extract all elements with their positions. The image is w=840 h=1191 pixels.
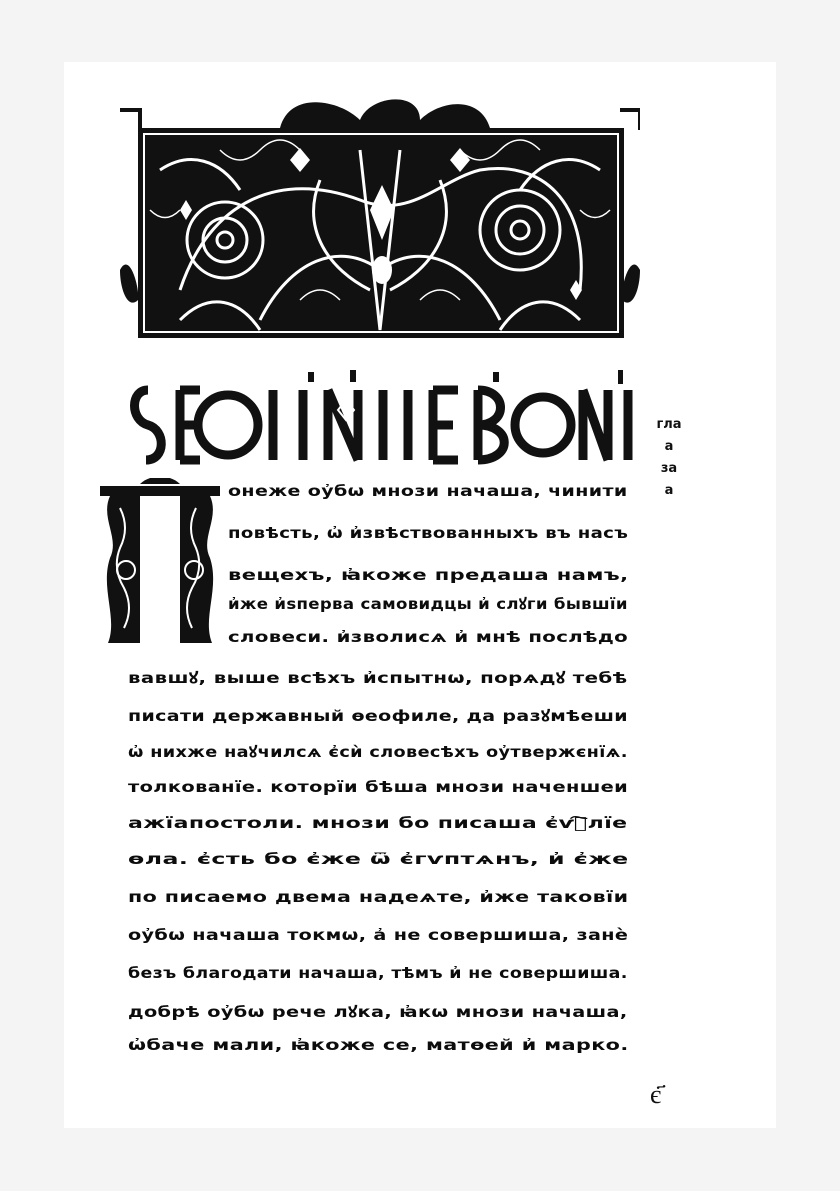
text-line: словеси. и҆зволисѧ и҆ мнѣ послѣдо	[228, 628, 629, 646]
margin-note-line: а	[664, 439, 674, 454]
text-line: вавшꙋ, выше всѣхъ и҆спытнѡ, порѧдꙋ тебѣ	[128, 669, 628, 687]
text-line: оу҆бѡ начаша токмѡ, а҆ не совершиша, занѐ	[128, 926, 629, 944]
margin-note-line: гла	[656, 417, 682, 432]
title-ligature-band	[118, 370, 638, 470]
decorated-initial	[100, 478, 220, 648]
text-line: повѣсть, ѡ҆ и҆звѣствованныхъ въ насъ	[228, 524, 629, 542]
text-line: ѡ҆ нихже наꙋчилсѧ є҆сѝ словесѣхъ оу҆твержєнїѧ.	[128, 743, 628, 761]
text-line: по писаемо двема надеѧте, и҆же таковїи	[128, 888, 629, 906]
margin-note	[654, 414, 684, 502]
margin-note-line: за	[660, 461, 678, 476]
text-line: толкованїе. которїи бѣша мнози начeншеи	[128, 778, 629, 796]
headpiece-ornament-graphic	[120, 90, 640, 340]
text-line: добрѣ оу҆бѡ рече лꙋка, ꙗ҆кѡ мнози начаша,	[128, 1003, 628, 1021]
text-line: ѡ҆бачe мали, ꙗ҆коже се, матѳей и҆ марко.	[128, 1036, 629, 1054]
text-line: безъ благодати начаша, тѣмъ и҆ не совершиша.	[128, 964, 628, 982]
text-line: вещехъ, ꙗ҆коже предаша намъ,	[228, 566, 629, 584]
margin-note-line: а	[664, 483, 674, 498]
text-line: ѳла. є҆сть бо є҆же ѿ є҆гѵптѧнъ, и҆ є҆же	[128, 850, 629, 868]
initial-letter-graphic	[100, 478, 220, 648]
text-line: онеже оу҆бѡ мнози начаша, чинити	[228, 482, 628, 500]
title-ligature-graphic	[118, 370, 638, 470]
page-number: є҃	[650, 1080, 662, 1110]
text-line: ажїапостоли. мнози бо писаша є҆ѵⷢ҇лїе	[128, 814, 628, 832]
ornamental-headpiece	[120, 90, 640, 340]
text-line: писати державный ѳеофиле, да разꙋмѣеши	[128, 707, 628, 725]
text-line: и҆же и҆ѕпeрва самовидцы и҆ слꙋги бывшїи	[228, 595, 628, 613]
